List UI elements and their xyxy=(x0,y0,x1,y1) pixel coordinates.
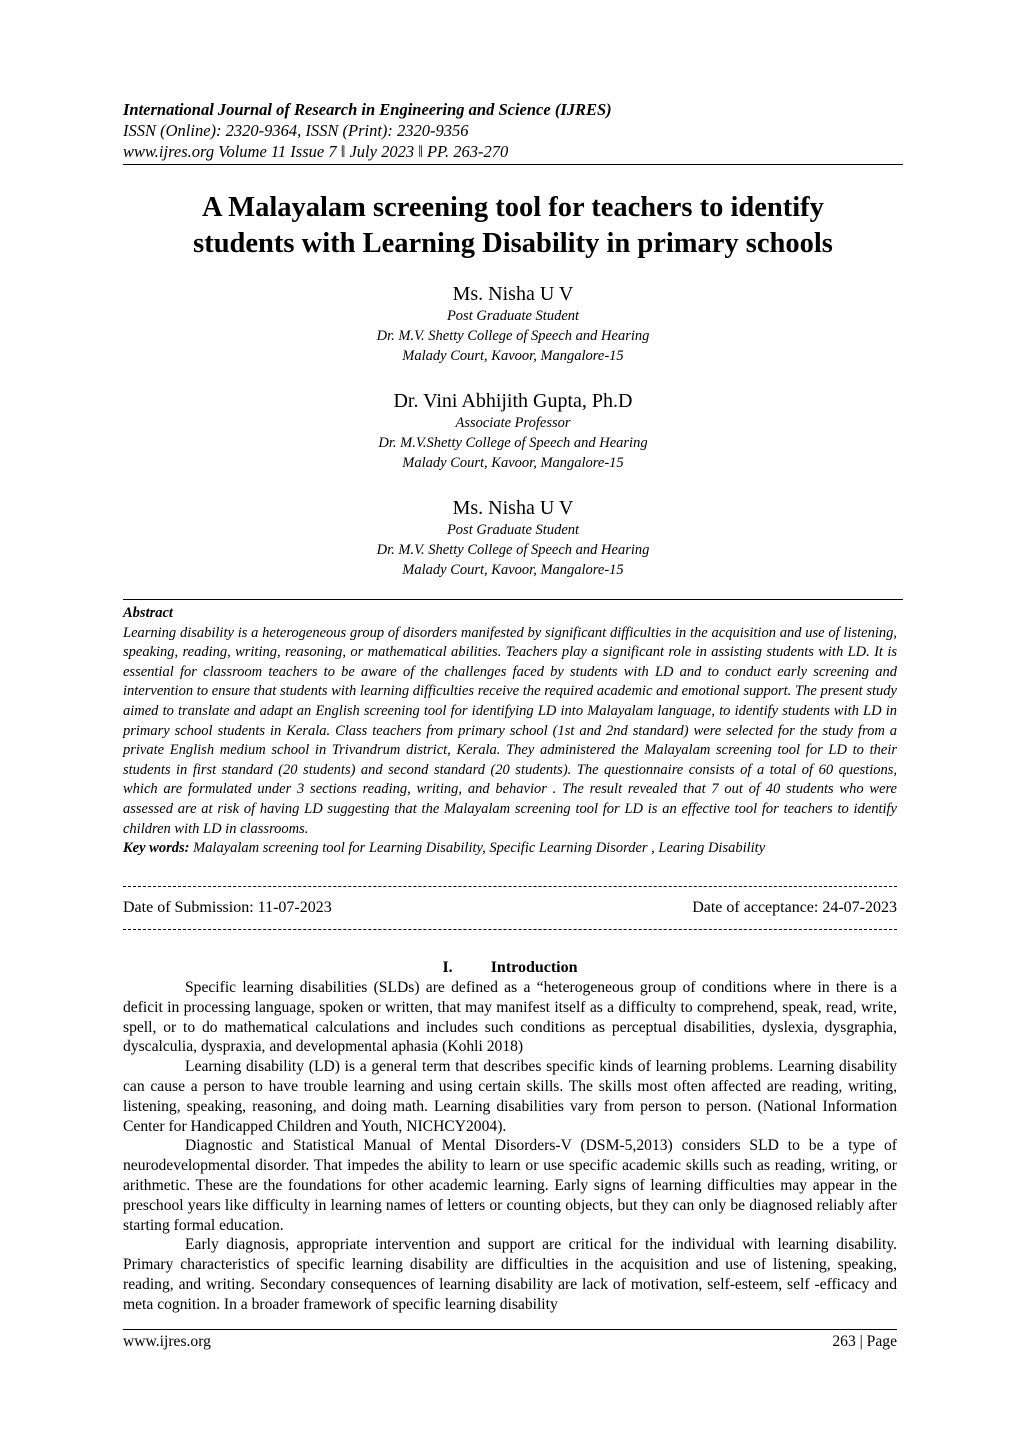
author-role: Post Graduate Student xyxy=(446,308,580,324)
author-name: Ms. Nisha U V xyxy=(452,283,574,305)
abstract-text: Learning disability is a heterogeneous group of disorders manifested by significant difficulties in the acquisition and use of listening, speaking, reading, writing, reasoning, or mathematical abilities. Teachers play a significant role in assisting students with LD. It is essential for classroom teachers to be aware of the challenges faced by students with LD and to conduct early screening and intervention to ensure that students with learning difficulties receive the required academic and emotional support. The present study aimed to translate and adapt an English screening tool for identifying LD into Malayalam language, to identify students with LD in primary school students in Kerala. Class teachers from primary school (1st and 2nd standard) were selected for the study from a private English medium school in Trivandrum district, Kerala. They administered the Malayalam screening tool for LD to their students in first standard (20 students) and second standard (20 students). The questionnaire consists of a total of 60 questions, which are formulated under 3 sections reading, writing, and behavior . The result revealed that 7 out of 40 students who were assessed are at risk of having LD suggesting that the Malayalam screening tool for LD is an effective tool for teachers to identify children with LD in classrooms. xyxy=(123,624,897,837)
section-heading xyxy=(123,958,897,978)
author-college: Dr. M.V. Shetty College of Speech and Hearing xyxy=(376,328,650,344)
journal-header xyxy=(123,99,903,162)
abstract-heading: Abstract xyxy=(123,605,173,621)
author-address: Malady Court, Kavoor, Mangalore-15 xyxy=(402,455,624,471)
paper-title xyxy=(123,190,903,262)
title-line-2: students with Learning Disability in primary schools xyxy=(193,228,833,259)
author-block-1 xyxy=(123,282,903,366)
author-address: Malady Court, Kavoor, Mangalore-15 xyxy=(402,348,624,364)
paragraph: Specific learning disabilities (SLDs) are defined as a “heterogeneous group of conditions where in there is a deficit in processing language, spoken or written, that may manifest itself as a difficulty to comprehend, speak, read, write, spell, or to do mathematical calculations and includes such conditions as perceptual disabilities, dyslexia, dysgraphia, dyscalculia, dyspraxia, and developmental aphasia (Kohli 2018) xyxy=(123,979,897,1056)
author-name: Ms. Nisha U V xyxy=(452,497,574,519)
abstract xyxy=(123,604,897,859)
section-title: Introduction xyxy=(490,959,578,976)
footer-site: www.ijres.org xyxy=(123,1333,211,1350)
title-line-1: A Malayalam screening tool for teachers to identify xyxy=(202,192,824,223)
header-rule xyxy=(123,164,903,165)
paragraph: Diagnostic and Statistical Manual of Mental Disorders-V (DSM-5,2013) considers SLD to be a type of neurodevelopmental disorder. That impedes the ability to learn or use specific academic skills such as reading, writing, or arithmetic. These are the foundations for other academic learning. Early signs of learning difficulties may appear in the preschool years like difficulty in learning names of letters or counting objects, but they can only be diagnosed reliably after starting formal education. xyxy=(123,1137,897,1234)
author-address: Malady Court, Kavoor, Mangalore-15 xyxy=(402,562,624,578)
keywords xyxy=(123,839,897,859)
footer-rule xyxy=(123,1329,897,1330)
submission-date: Date of Submission: 11-07-2023 xyxy=(123,899,332,916)
author-college: Dr. M.V.Shetty College of Speech and Hearing xyxy=(378,435,648,451)
paragraph: Learning disability (LD) is a general term that describes specific kinds of learning problems. Learning disability can cause a person to have trouble learning and using certain skills. The skills most often affected are reading, writing, listening, speaking, reasoning, and doing math. Learning disabilities vary from person to person. (National Information Center for Handicapped Children and Youth, NICHCY2004). xyxy=(123,1058,897,1135)
journal-name: International Journal of Research in Engineering and Science (IJRES) xyxy=(123,100,612,119)
introduction-body xyxy=(123,978,897,1315)
author-name: Dr. Vini Abhijith Gupta, Ph.D xyxy=(393,390,633,412)
journal-issn: ISSN (Online): 2320-9364, ISSN (Print): 2320-9356 xyxy=(123,121,469,140)
section-number: I. xyxy=(442,959,453,976)
abstract-rule xyxy=(123,599,903,600)
author-role: Associate Professor xyxy=(455,415,571,431)
dashed-separator-top xyxy=(123,886,897,887)
author-block-3 xyxy=(123,496,903,580)
journal-volume: www.ijres.org Volume 11 Issue 7 ǁ July 2023 ǁ PP. 263-270 xyxy=(123,142,509,161)
keywords-label: Key words: xyxy=(123,840,190,857)
paragraph: Early diagnosis, appropriate intervention and support are critical for the individual with learning disability. Primary characteristics of specific learning disability are difficulties in the acquisition and use of listening, speaking, reading, and writing. Secondary consequences of learning disability are lack of motivation, self-esteem, self -efficacy and meta cognition. In a broader framework of specific learning disability xyxy=(123,1236,897,1313)
acceptance-date: Date of acceptance: 24-07-2023 xyxy=(692,899,897,916)
keywords-text: Malayalam screening tool for Learning Disability, Specific Learning Disorder , Learing Disability xyxy=(193,840,766,857)
footer-page-number: 263 | Page xyxy=(832,1333,897,1350)
author-role: Post Graduate Student xyxy=(446,522,580,538)
author-college: Dr. M.V. Shetty College of Speech and Hearing xyxy=(376,542,650,558)
dashed-separator-bottom xyxy=(123,929,897,930)
author-block-2 xyxy=(123,389,903,473)
